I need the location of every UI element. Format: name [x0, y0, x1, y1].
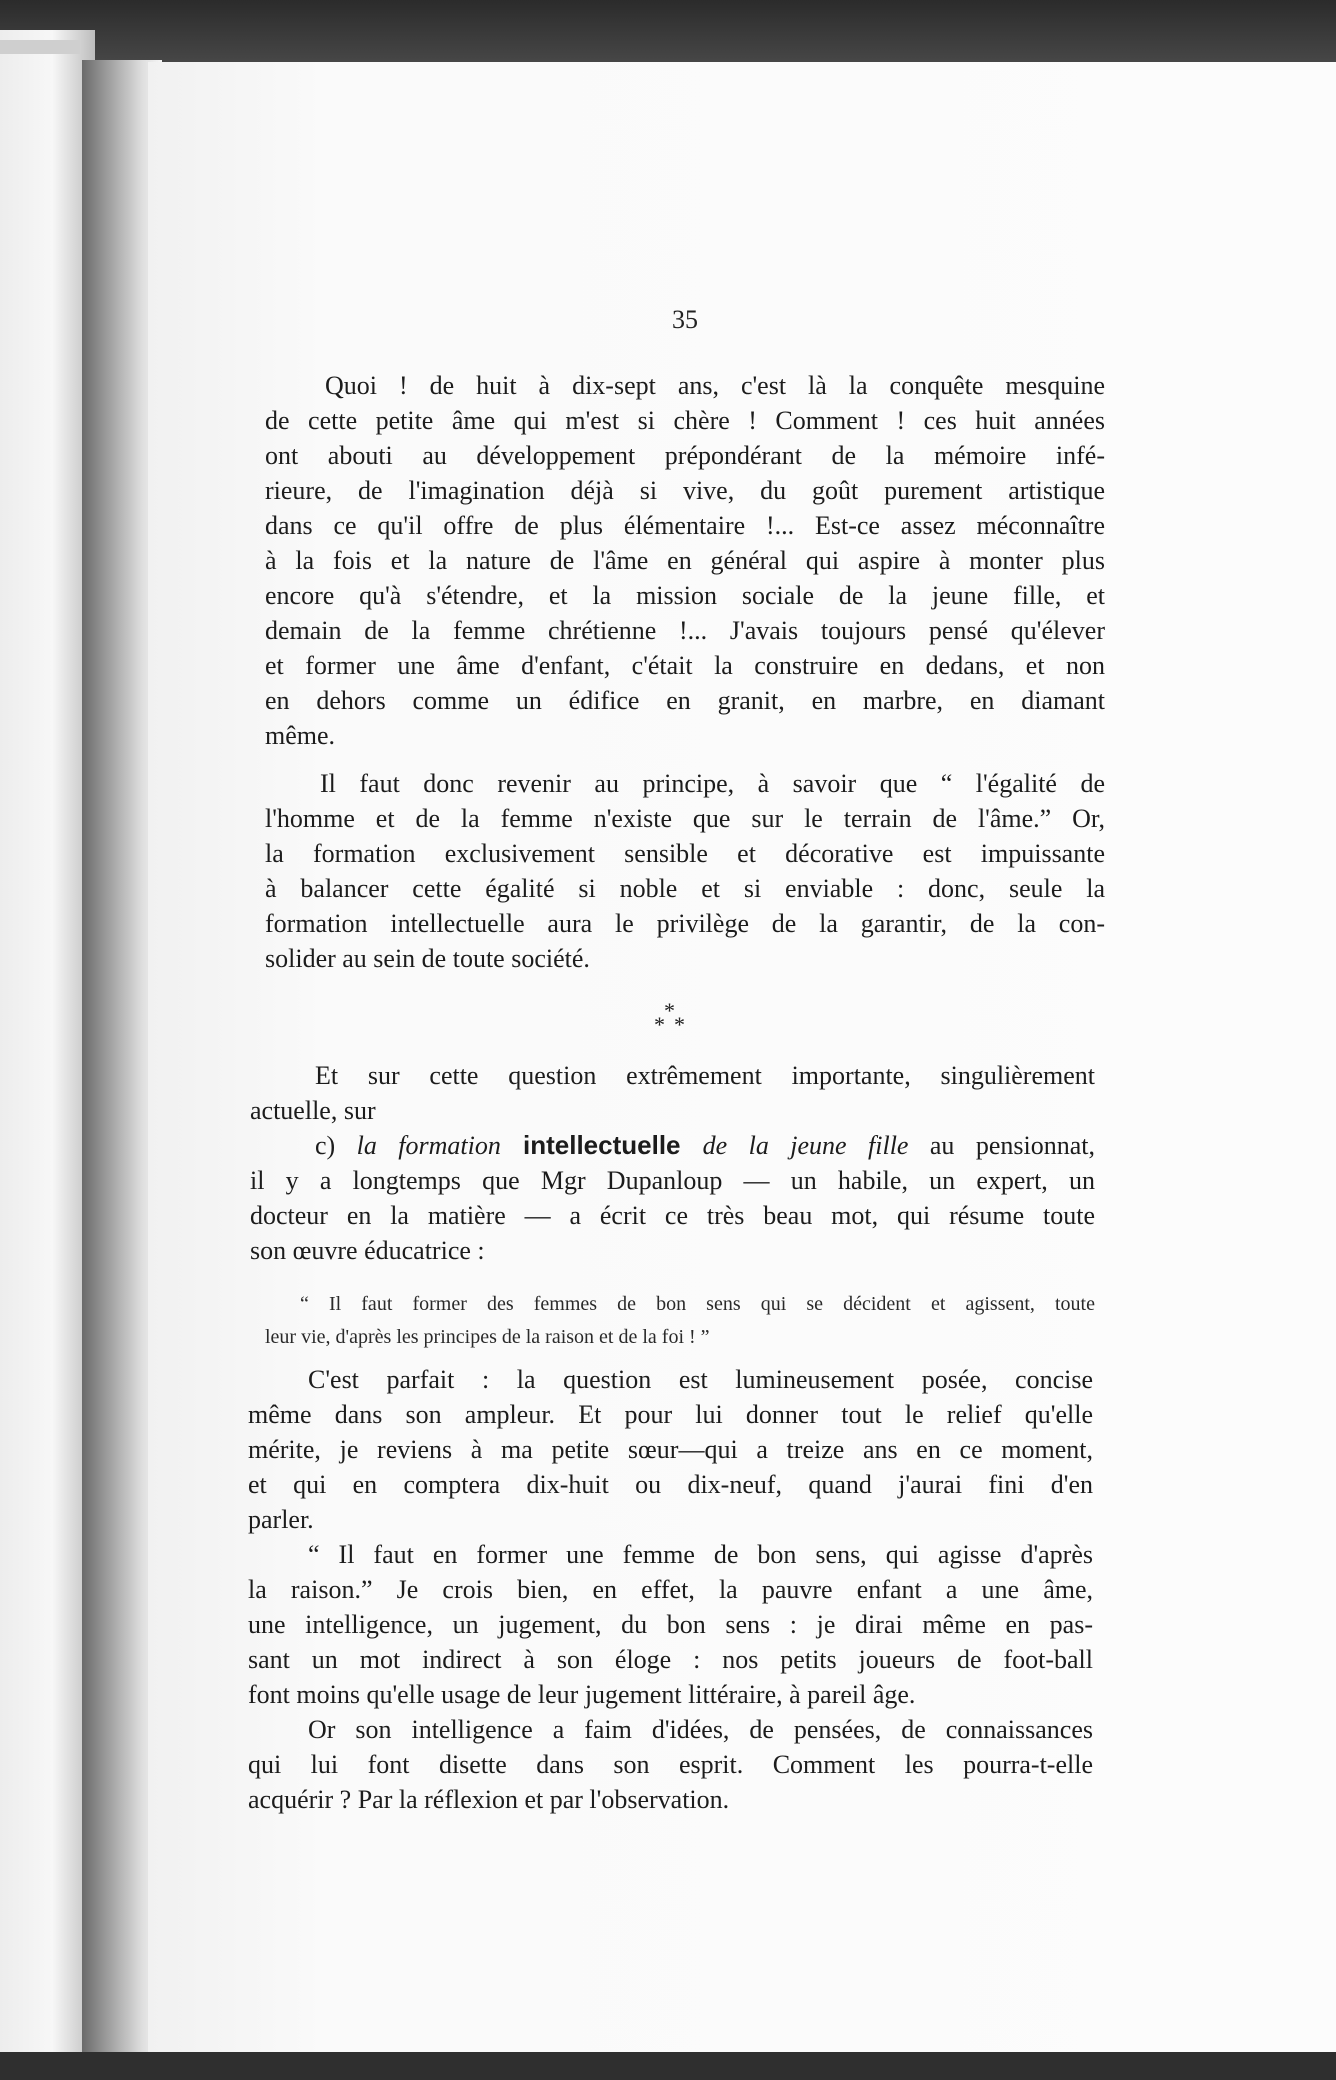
text-line: son œuvre éducatrice : — [250, 1236, 485, 1265]
quote-line: leur vie, d'après les principes de la raison et de la foi ! ” — [265, 1326, 710, 1348]
text-line: Or son intelligence a faim d'idées, de pensées, de connaissances — [308, 1715, 1093, 1744]
text-run-italic: la formation — [356, 1131, 501, 1160]
text-run: au pensionnat, — [908, 1131, 1095, 1160]
text-line: il y a longtemps que Mgr Dupanloup — un habile, un expert, un — [250, 1166, 1095, 1195]
text-run: c) — [315, 1131, 357, 1160]
text-line: rieure, de l'imagination déjà si vive, du goût purement artistique — [265, 476, 1105, 505]
text-line: C'est parfait : la question est lumineusement posée, concise — [308, 1365, 1093, 1394]
text-line: mérite, je reviens à ma petite sœur—qui a treize ans en ce moment, — [248, 1435, 1093, 1464]
page-number: 35 — [672, 305, 698, 334]
text-line: et qui en comptera dix-huit ou dix-neuf, quand j'aurai fini d'en — [248, 1470, 1093, 1499]
text-line: Quoi ! de huit à dix-sept ans, c'est là la conquête mesquine — [325, 371, 1105, 400]
text-line: parler. — [248, 1505, 314, 1534]
text-line: Il faut donc revenir au principe, à savoir que “ l'égalité de — [320, 769, 1105, 798]
paragraphs-top — [265, 368, 1105, 753]
text-line: en dehors comme un édifice en granit, en marbre, en diamant — [265, 686, 1105, 715]
text-line: ont abouti au développement prépondérant de la mémoire infé- — [265, 441, 1105, 470]
text-line: qui lui font disette dans son esprit. Comment les pourra-t-elle — [248, 1750, 1093, 1779]
text-line: une intelligence, un jugement, du bon sens : je dirai même en pas- — [248, 1610, 1093, 1639]
text-line: solider au sein de toute société. — [265, 944, 590, 973]
facing-page-edge — [0, 30, 95, 2080]
scan-bottom-border — [0, 2052, 1336, 2080]
text-line: Et sur cette question extrêmement importante, singulièrement — [315, 1061, 1095, 1090]
text-line: même. — [265, 721, 336, 750]
quote-line: “ Il faut former des femmes de bon sens qui se décident et agissent, toute — [300, 1293, 1095, 1315]
paragraphs-middle — [250, 1058, 1095, 1268]
text-line: font moins qu'elle usage de leur jugement littéraire, à pareil âge. — [248, 1680, 916, 1709]
text-line: la formation exclusivement sensible et décorative est impuissante — [265, 839, 1105, 868]
paragraphs-bottom — [248, 1362, 1093, 1817]
text-line: de cette petite âme qui m'est si chère ! Comment ! ces huit années — [265, 406, 1105, 435]
text-line: encore qu'à s'étendre, et la mission sociale de la jeune fille, et — [265, 581, 1105, 610]
heading-line — [250, 1128, 1095, 1163]
text-line: même dans son ampleur. Et pour lui donner tout le relief qu'elle — [248, 1400, 1093, 1429]
facing-page-corner — [0, 40, 80, 54]
text-line: “ Il faut en former une femme de bon sens, qui agisse d'après — [308, 1540, 1093, 1569]
text-line: dans ce qu'il offre de plus élémentaire !... Est-ce assez méconnaître — [265, 511, 1105, 540]
section-separator — [640, 998, 700, 1048]
asterisk: * — [654, 1012, 665, 1037]
text-line: l'homme et de la femme n'existe que sur le terrain de l'âme.” Or, — [265, 804, 1105, 833]
text-line: formation intellectuelle aura le privilège de la garantir, de la con- — [265, 909, 1105, 938]
text-line: la raison.” Je crois bien, en effet, la pauvre enfant a une âme, — [248, 1575, 1093, 1604]
text-line: et former une âme d'enfant, c'était la construire en dedans, et non — [265, 651, 1105, 680]
asterisk: * — [664, 998, 675, 1023]
text-line: à la fois et la nature de l'âme en général qui aspire à monter plus — [265, 546, 1105, 575]
text-line: à balancer cette égalité si noble et si enviable : donc, seule la — [265, 874, 1105, 903]
text-run-bold: intellectuelle — [500, 1130, 703, 1160]
text-line: acquérir ? Par la réflexion et par l'observation. — [248, 1785, 730, 1814]
block-quote — [265, 1288, 1095, 1354]
text-line: docteur en la matière — a écrit ce très beau mot, qui résume toute — [250, 1201, 1095, 1230]
text-line: actuelle, sur — [250, 1096, 376, 1125]
asterisk: * — [674, 1012, 685, 1037]
paragraph-principle — [265, 766, 1105, 976]
text-line: sant un mot indirect à son éloge : nos petits joueurs de foot-ball — [248, 1645, 1093, 1674]
scan-top-border — [0, 0, 1336, 70]
text-run-italic: de la jeune fille — [702, 1131, 909, 1160]
text-line: demain de la femme chrétienne !... J'avais toujours pensé qu'élever — [265, 616, 1105, 645]
